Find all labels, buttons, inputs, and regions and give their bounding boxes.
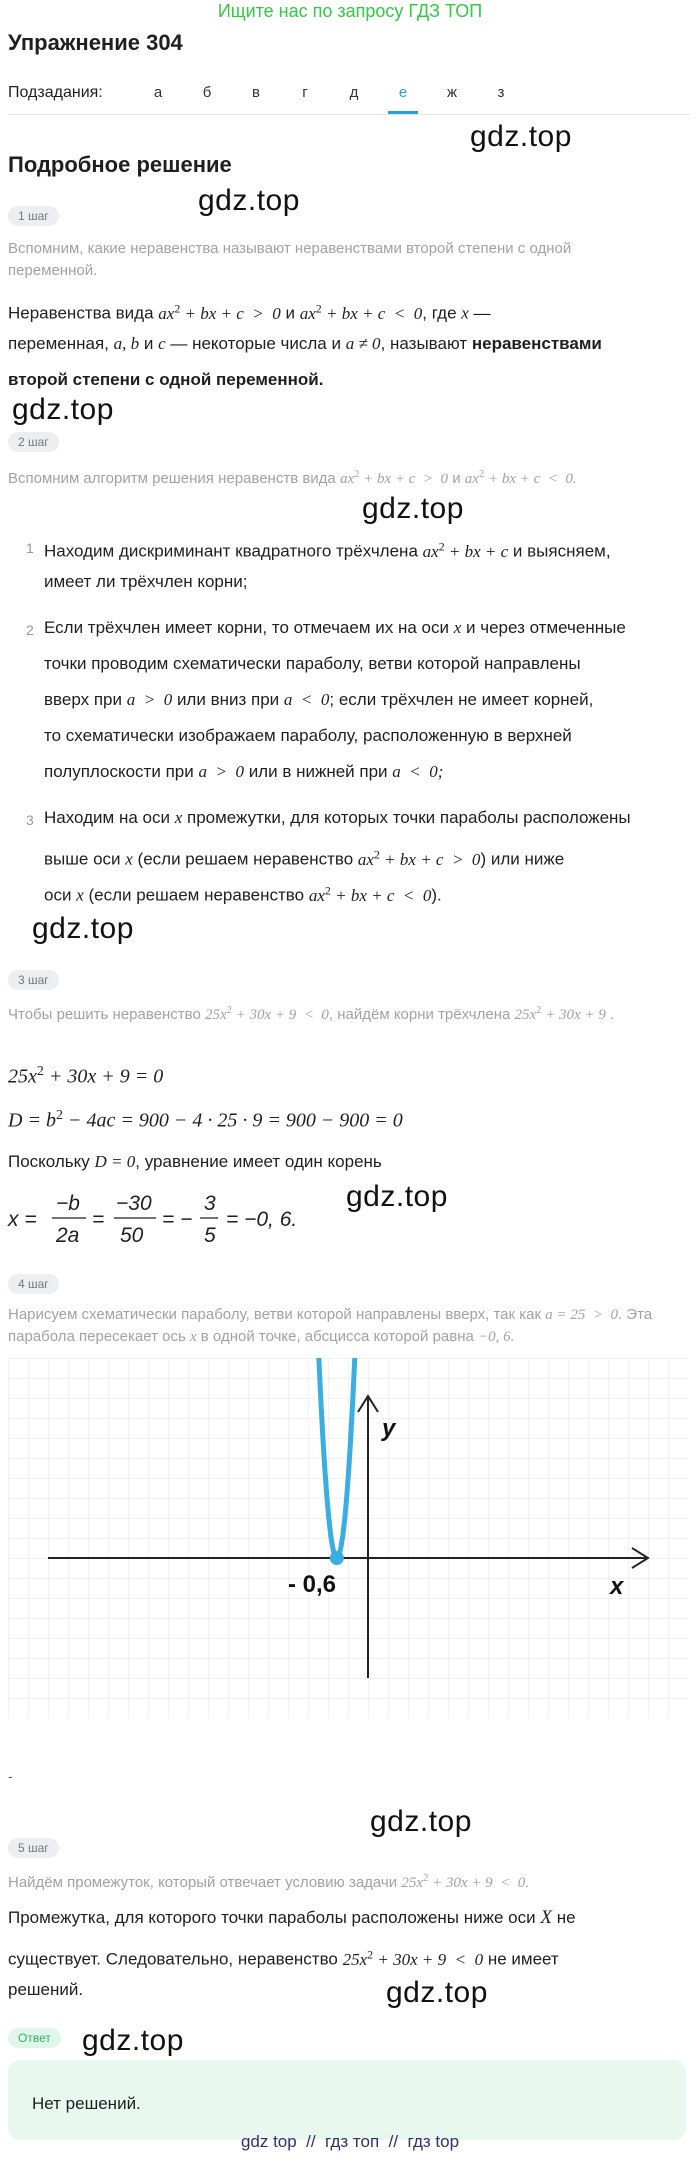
vertex-point	[330, 1551, 344, 1565]
svg-text:x =: x =	[8, 1208, 37, 1231]
section-title: Подробное решение	[8, 152, 232, 177]
step-hint: Найдём промежуток, который отвечает условию задачи $25x^2 + 30x + 9 < 0$.	[8, 1873, 530, 1891]
step-hint: Нарисуем схематически параболу, ветви которой направлены вверх, так как a = 25 > 0. Эта парабола пересекает ось x в одной точке, абсцисса которой равна −0, 6.	[8, 1306, 653, 1345]
tab-z[interactable]: з	[497, 84, 505, 101]
list-item-line: имеет ли трёхчлен корни;	[44, 572, 248, 591]
list-item-line: точки проводим схематически параболу, ветви которой направлены	[44, 654, 581, 673]
svg-text:=: =	[92, 1208, 105, 1231]
watermark: gdz.top	[470, 120, 572, 153]
tab-b[interactable]: б	[202, 84, 212, 101]
list-number: 1	[26, 540, 34, 556]
step-hint: Чтобы решить неравенство $25x^2 + 30x + 9 < 0$, найдём корни трёхчлена $25x^2 + 30x + 9$ .	[8, 1005, 615, 1023]
step-badge: 4 шаг	[8, 1274, 59, 1294]
watermark: gdz.top	[12, 393, 114, 426]
svg-text:= −0, 6.: = −0, 6.	[226, 1208, 298, 1231]
dash-mark: -	[8, 1768, 13, 1784]
x-axis-label: x	[610, 1573, 624, 1600]
list-item-line: вверх при a > 0 или вниз при a < 0; если трёхчлен не имеет корней,	[44, 690, 594, 709]
tab-v[interactable]: в	[252, 84, 260, 101]
step-badge: 5 шаг	[8, 1838, 59, 1858]
vertex-label: - 0,6	[288, 1571, 337, 1598]
footer-links[interactable]: gdz top // гдз топ // гдз top	[240, 2132, 460, 2151]
step-text: Поскольку D = 0, уравнение имеет один корень	[8, 1152, 382, 1171]
svg-text:50: 50	[120, 1224, 144, 1247]
list-item-line: то схематически изображаем параболу, расположенную в верхней	[44, 726, 572, 745]
step-hint: Вспомним, какие неравенства называют неравенствами второй степени с одной переменной.	[8, 240, 572, 279]
parabola-graph	[8, 1358, 688, 1718]
svg-text:−b: −b	[56, 1192, 80, 1215]
root-formula	[4, 1186, 344, 1250]
list-item-line: полуплоскости при a > 0 или в нижней при a < 0;	[44, 762, 444, 781]
answer-text: Нет решений.	[32, 2094, 141, 2113]
tab-d[interactable]: д	[349, 84, 359, 101]
list-number: 2	[26, 622, 34, 638]
equation: $25x^2 + 30x + 9 = 0$	[8, 1064, 164, 1088]
step-hint: Вспомним алгоритм решения неравенств вида $ax^2$ + bx + c > 0 и $ax^2$ + bx + c < 0.	[8, 469, 577, 487]
list-item-line: оси x (если решаем неравенство $ax^2$ + bx + c < 0).	[44, 883, 442, 905]
tab-a[interactable]: а	[153, 84, 163, 101]
subtasks-nav	[8, 84, 690, 115]
svg-text:2a: 2a	[56, 1224, 80, 1247]
tab-g[interactable]: г	[302, 84, 308, 101]
step-badge: 3 шаг	[8, 970, 59, 990]
watermark: gdz.top	[386, 1976, 488, 2009]
svg-text:3: 3	[204, 1192, 216, 1215]
search-banner[interactable]: Ищите нас по запросу ГДЗ ТОП	[217, 1, 483, 21]
step-badge: 1 шаг	[8, 206, 59, 226]
svg-text:−30: −30	[116, 1192, 152, 1215]
list-item: Находим дискриминант квадратного трёхчлена $ax^2$ + bx + c и выясняем,	[44, 539, 611, 561]
list-number: 3	[26, 812, 34, 828]
step-text: переменная, a, b и c — некоторые числа и a ≠ 0, называют неравенствами	[8, 334, 602, 353]
watermark: gdz.top	[346, 1180, 448, 1213]
watermark: gdz.top	[198, 184, 300, 217]
tab-zh[interactable]: ж	[446, 84, 458, 101]
subtasks-label: Подзадания:	[8, 84, 103, 101]
graph-grid	[8, 1358, 688, 1718]
answer-badge: Ответ	[8, 2028, 61, 2048]
step-badge: 2 шаг	[8, 432, 59, 452]
tab-e[interactable]: е	[388, 84, 418, 114]
watermark: gdz.top	[82, 2024, 184, 2057]
watermark: gdz.top	[32, 912, 134, 945]
svg-text:5: 5	[204, 1224, 216, 1247]
step-text: существует. Следовательно, неравенство $25x^2 + 30x + 9 < 0$ не имеет	[8, 1947, 559, 1969]
step-text: Промежутка, для которого точки параболы расположены ниже оси X не	[8, 1907, 576, 1928]
step-text: Неравенства вида $ax^2$ + bx + c > 0 и $ax^2$ + bx + c < 0, где x —	[8, 301, 491, 323]
page-title: Упражнение 304	[8, 30, 183, 55]
list-item: Находим на оси x промежутки, для которых точки параболы расположены	[44, 808, 631, 827]
watermark: gdz.top	[370, 1805, 472, 1838]
discriminant: $D = b^2 - 4ac = 900 - 4 \cdot 25 \cdot 9 = 900 - 900 = 0$	[8, 1108, 403, 1132]
list-item: Если трёхчлен имеет корни, то отмечаем их на оси x и через отмеченные	[44, 618, 626, 637]
svg-text:= −: = −	[162, 1208, 193, 1231]
y-axis-label: y	[382, 1415, 396, 1442]
step-text-bold: второй степени с одной переменной.	[8, 370, 324, 389]
step-text: решений.	[8, 1980, 84, 1999]
list-item-line: выше оси x (если решаем неравенство $ax^2$ + bx + c > 0) или ниже	[44, 847, 565, 869]
watermark: gdz.top	[362, 492, 464, 525]
